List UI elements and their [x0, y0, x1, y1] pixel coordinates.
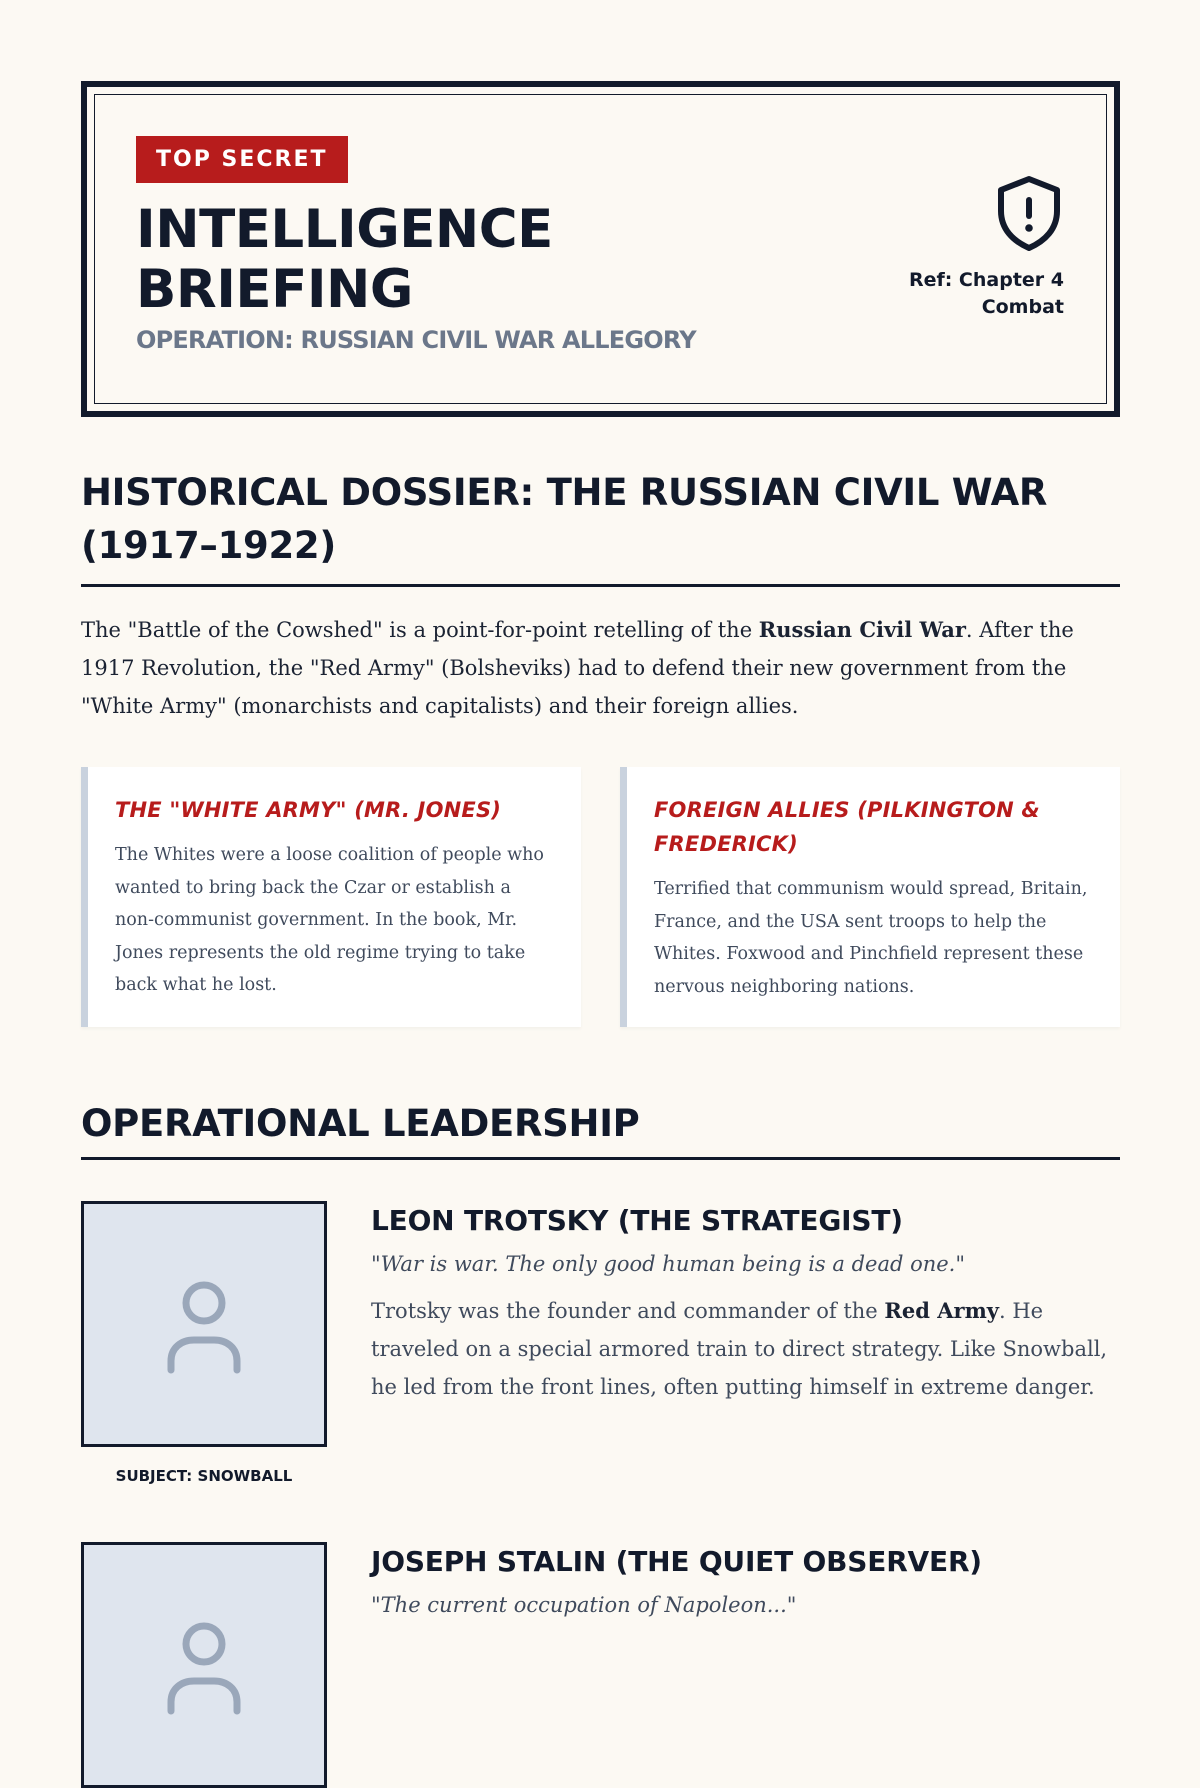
- section-divider: [81, 1157, 1120, 1160]
- section-divider: [81, 584, 1120, 587]
- leader-name: LEON TROTSKY (THE STRATEGIST): [371, 1204, 903, 1237]
- briefing-header-inner: [94, 94, 1107, 404]
- bio-text: Trotsky was the founder and commander of the: [371, 1299, 885, 1323]
- top-secret-stamp: TOP SECRET: [136, 136, 348, 183]
- briefing-header: [81, 81, 1120, 417]
- page-title: INTELLIGENCE BRIEFING: [136, 199, 553, 320]
- card-title: FOREIGN ALLIES (PILKINGTON & FREDERICK): [654, 798, 1040, 856]
- bio-emphasis: Red Army: [884, 1298, 1000, 1323]
- portrait-caption: SUBJECT: SNOWBALL: [115, 1467, 293, 1485]
- intro-text-continued: . After the 1917 Revolution, the "Red Army" (Bolsheviks) had to defend their new government from the "White Army" (monarchists and capitalists) and their foreign allies.: [81, 618, 1074, 718]
- operation-subtitle: OPERATION: RUSSIAN CIVIL WAR ALLEGORY: [136, 326, 696, 354]
- leader-portrait: [81, 1542, 327, 1788]
- briefing-page: [81, 81, 1120, 1617]
- user-icon: [164, 1620, 244, 1716]
- leader-quote: "War is war. The only good human being is a dead one.": [371, 1252, 966, 1276]
- user-icon: [164, 1279, 244, 1375]
- leader-name: JOSEPH STALIN (THE QUIET OBSERVER): [371, 1545, 982, 1578]
- leadership-heading: OPERATIONAL LEADERSHIP: [81, 1102, 640, 1145]
- card-body: Terrified that communism would spread, Britain, France, and the USA sent troops to help the Whites. Foxwood and Pinchfield represent these nervous neighboring nations.: [654, 879, 1088, 997]
- bio-text-continued: . He traveled on a special armored train to direct strategy. Like Snowball, he led from the front lines, often putting himself in extreme danger.: [371, 1299, 1108, 1399]
- leader-quote: "The current occupation of Napoleon...": [371, 1593, 797, 1617]
- foreign-allies-card: [620, 767, 1120, 1027]
- leader-bio: [371, 1292, 1120, 1406]
- shield-alert-icon: [994, 173, 1064, 253]
- white-army-card: [81, 767, 581, 1027]
- card-title: THE "WHITE ARMY" (MR. JONES): [115, 798, 502, 822]
- dossier-heading: HISTORICAL DOSSIER: THE RUSSIAN CIVIL WAR (1917–1922): [81, 471, 1048, 567]
- intro-text: The "Battle of the Cowshed" is a point-for-point retelling of the: [81, 618, 759, 642]
- dossier-intro: [81, 611, 1120, 725]
- card-body: The Whites were a loose coalition of people who wanted to bring back the Czar or establish a non-communist government. In the book, Mr. Jones represents the old regime trying to take back what he lost.: [115, 845, 544, 995]
- leader-portrait: [81, 1201, 327, 1447]
- chapter-reference: Ref: Chapter 4 Combat: [908, 269, 1064, 318]
- intro-emphasis: Russian Civil War: [758, 617, 966, 642]
